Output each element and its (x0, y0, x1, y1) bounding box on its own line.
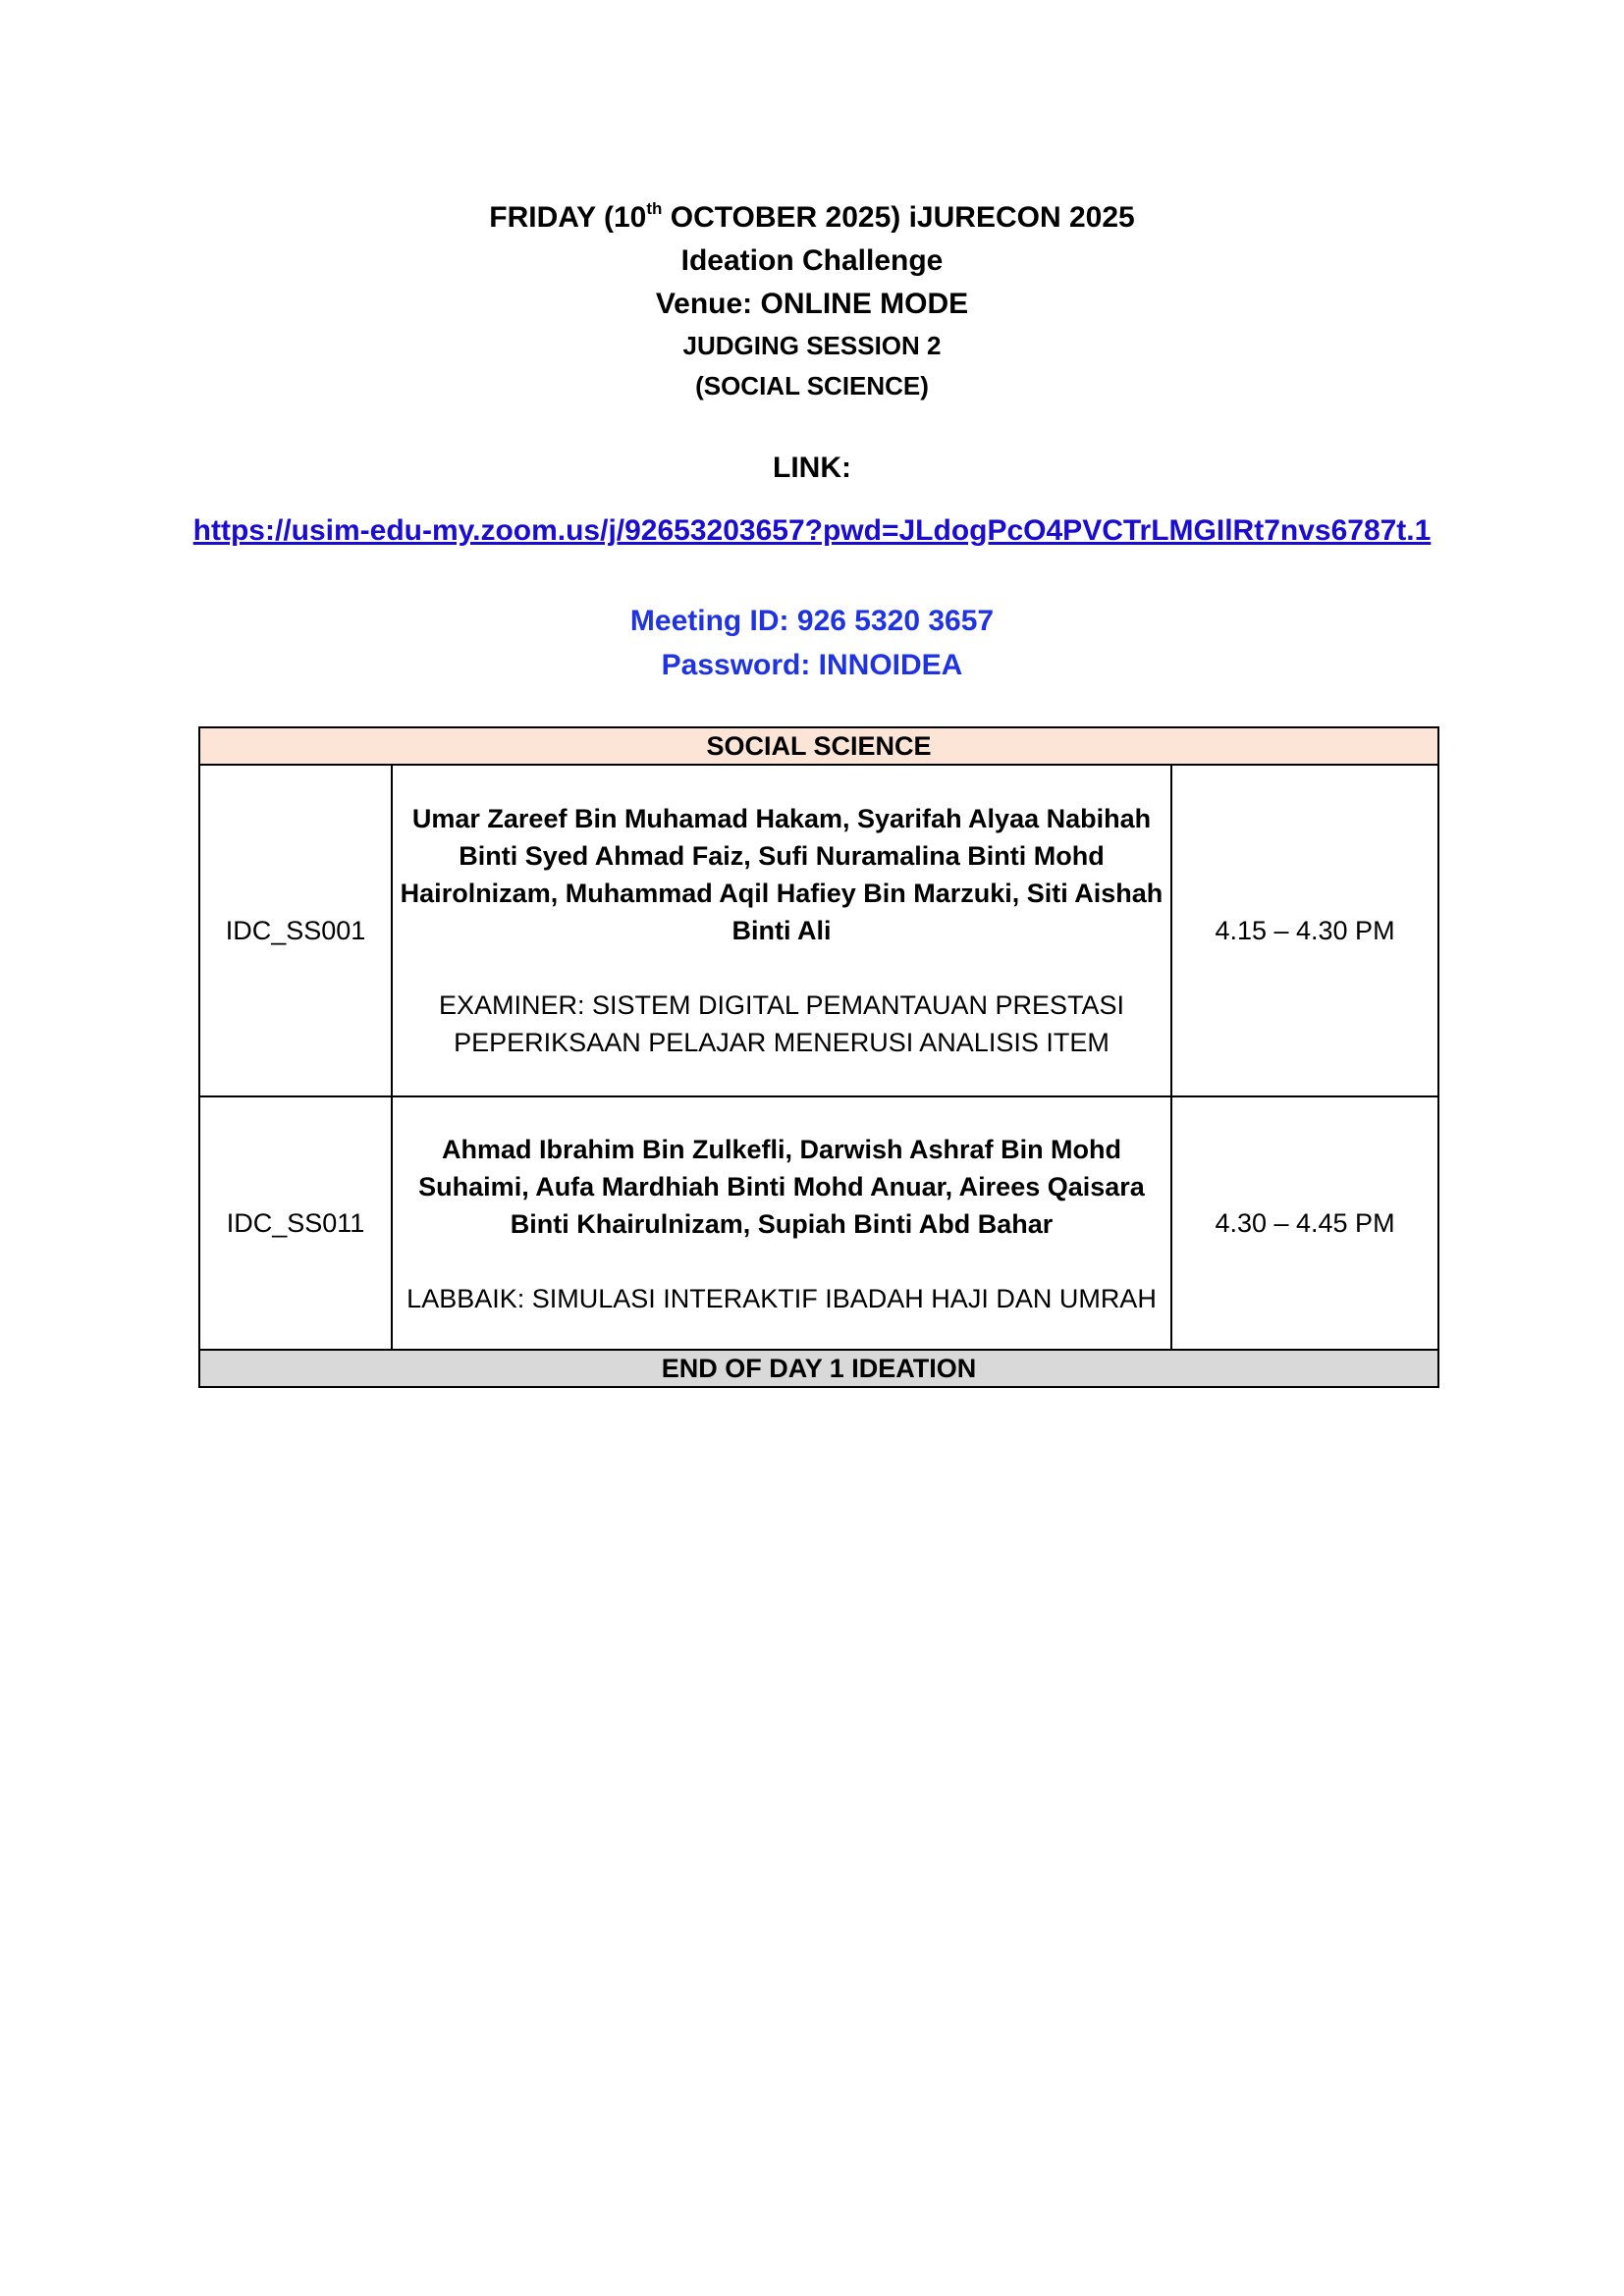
document-header (0, 196, 1624, 406)
project-title: LABBAIK: SIMULASI INTERAKTIF IBADAH HAJI DAN UMRAH (406, 1284, 1157, 1313)
team-details (392, 765, 1171, 1096)
section-header: SOCIAL SCIENCE (199, 727, 1438, 765)
header-date-line (0, 196, 1624, 240)
zoom-meeting-link[interactable]: https://usim-edu-my.zoom.us/j/92653203657?pwd=JLdogPcO4PVCTrLMGIlRt7nvs6787t.1 (192, 514, 1432, 547)
team-code: IDC_SS001 (199, 765, 392, 1096)
header-session: JUDGING SESSION 2 (682, 331, 942, 360)
header-date-rest: OCTOBER 2025) iJURECON 2025 (662, 201, 1135, 234)
team-members: Umar Zareef Bin Muhamad Hakam, Syarifah Alyaa Nabihah Binti Syed Ahmad Faiz, Sufi Nuramalina Binti Mohd Hairolnizam, Muhammad Aqil Hafiey Bin Marzuki, Siti Aishah Binti Ali (400, 804, 1164, 945)
meeting-details (0, 599, 1624, 687)
header-venue: Venue: ONLINE MODE (655, 288, 969, 320)
project-title: EXAMINER: SISTEM DIGITAL PEMANTAUAN PRESTASI PEPERIKSAAN PELAJAR MENERUSI ANALISIS ITEM (438, 990, 1125, 1057)
header-date-prefix: FRIDAY (10 (489, 201, 647, 234)
header-event-name: Ideation Challenge (680, 244, 944, 277)
team-details (392, 1096, 1171, 1350)
end-of-day-label: END OF DAY 1 IDEATION (199, 1350, 1438, 1387)
header-date-suffix: th (646, 199, 663, 218)
table-row (199, 765, 1438, 1096)
header-category: (SOCIAL SCIENCE) (695, 371, 929, 400)
meeting-id: Meeting ID: 926 5320 3657 (629, 605, 995, 637)
meeting-password: Password: INNOIDEA (661, 649, 963, 681)
link-label: LINK: (773, 452, 851, 484)
schedule-table (198, 726, 1439, 1388)
team-members: Ahmad Ibrahim Bin Zulkefli, Darwish Ashraf Bin Mohd Suhaimi, Aufa Mardhiah Binti Mohd Anuar, Airees Qaisara Binti Khairulnizam, Supiah Binti Abd Bahar (418, 1135, 1145, 1239)
team-code: IDC_SS011 (199, 1096, 392, 1350)
table-row (199, 1096, 1438, 1350)
time-slot: 4.15 – 4.30 PM (1171, 765, 1438, 1096)
time-slot: 4.30 – 4.45 PM (1171, 1096, 1438, 1350)
